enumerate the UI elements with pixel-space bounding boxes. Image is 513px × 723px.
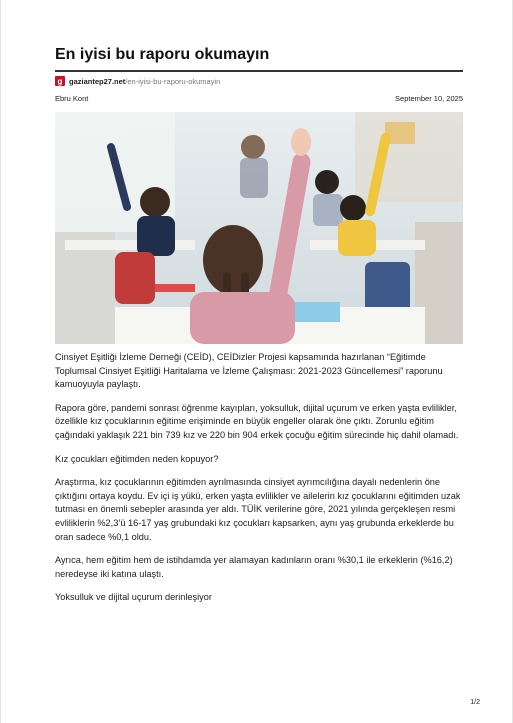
- page-number: 1/2: [470, 699, 480, 706]
- classroom-photo: [55, 112, 463, 344]
- paragraph: Rapora göre, pandemi sonrası öğrenme kayıpları, yoksulluk, dijital uçurum ve erken yaşta evlilikler, özellikle kız çocuklarının eğitime erişiminde en büyük engeller olarak öne çıktı. Zorunlu eğitim çağındaki yaklaşık 221 bin 739 kız ve 220 bin 904 erkek çocuğu eğitim sürecinde hiç dahil olamadı.: [55, 402, 459, 440]
- paragraph: Ayrıca, hem eğitim hem de istihdamda yer alamayan kadınların oranı %30,1 ile erkeklerin (%16,2) neredeyse iki katına ulaştı.: [55, 555, 453, 579]
- title-divider: [55, 70, 463, 72]
- paragraph: Araştırma, kız çocuklarının eğitimden ayrılmasında cinsiyet ayrımcılığına dayalı nedenlerin öne çıktığını ortaya koydu. Ev içi iş yükü, erken yaşta evlilikler ve ailelerin kız çocuklarını eğitimden uzak tutması en önemli sebepler arasında yer aldı. TÜİK verilerine göre, 2021 yılında gerçekleşen resmi evliliklerin %2,3’ü 16-17 yaş grubundaki kız çocukları kapsarken, aynı yaş grubunda erkeklerde bu oran sadece %0,1 oldu.: [55, 477, 461, 542]
- article-author: Ebru Kont: [55, 94, 89, 103]
- section-heading: Yoksulluk ve dijital uçurum derinleşiyor: [55, 592, 212, 603]
- hero-image: [55, 112, 463, 344]
- article-date: September 10, 2025: [395, 94, 463, 103]
- source-line: [55, 76, 220, 86]
- paragraph: Cinsiyet Eşitliği İzleme Derneği (CEİD), CEİDizler Projesi kapsamında hazırlanan “Eğitimde Toplumsal Cinsiyet Eşitliği Haritalama ve İzleme Çalışması: 2021-2023 Güncellemesi” raporunu kamuoyuyla paylaştı.: [55, 352, 443, 390]
- section-heading: Kız çocukları eğitimden neden kopuyor?: [55, 453, 219, 464]
- source-path-link[interactable]: /en-iyisi-bu-raporu-okumayin: [125, 76, 221, 86]
- source-domain-link[interactable]: gaziantep27.net: [69, 76, 126, 86]
- article-title: En iyisi bu raporu okumayın: [55, 46, 270, 63]
- article-body: [55, 351, 465, 615]
- article-meta: [55, 94, 463, 103]
- site-favicon-icon: g: [55, 76, 65, 86]
